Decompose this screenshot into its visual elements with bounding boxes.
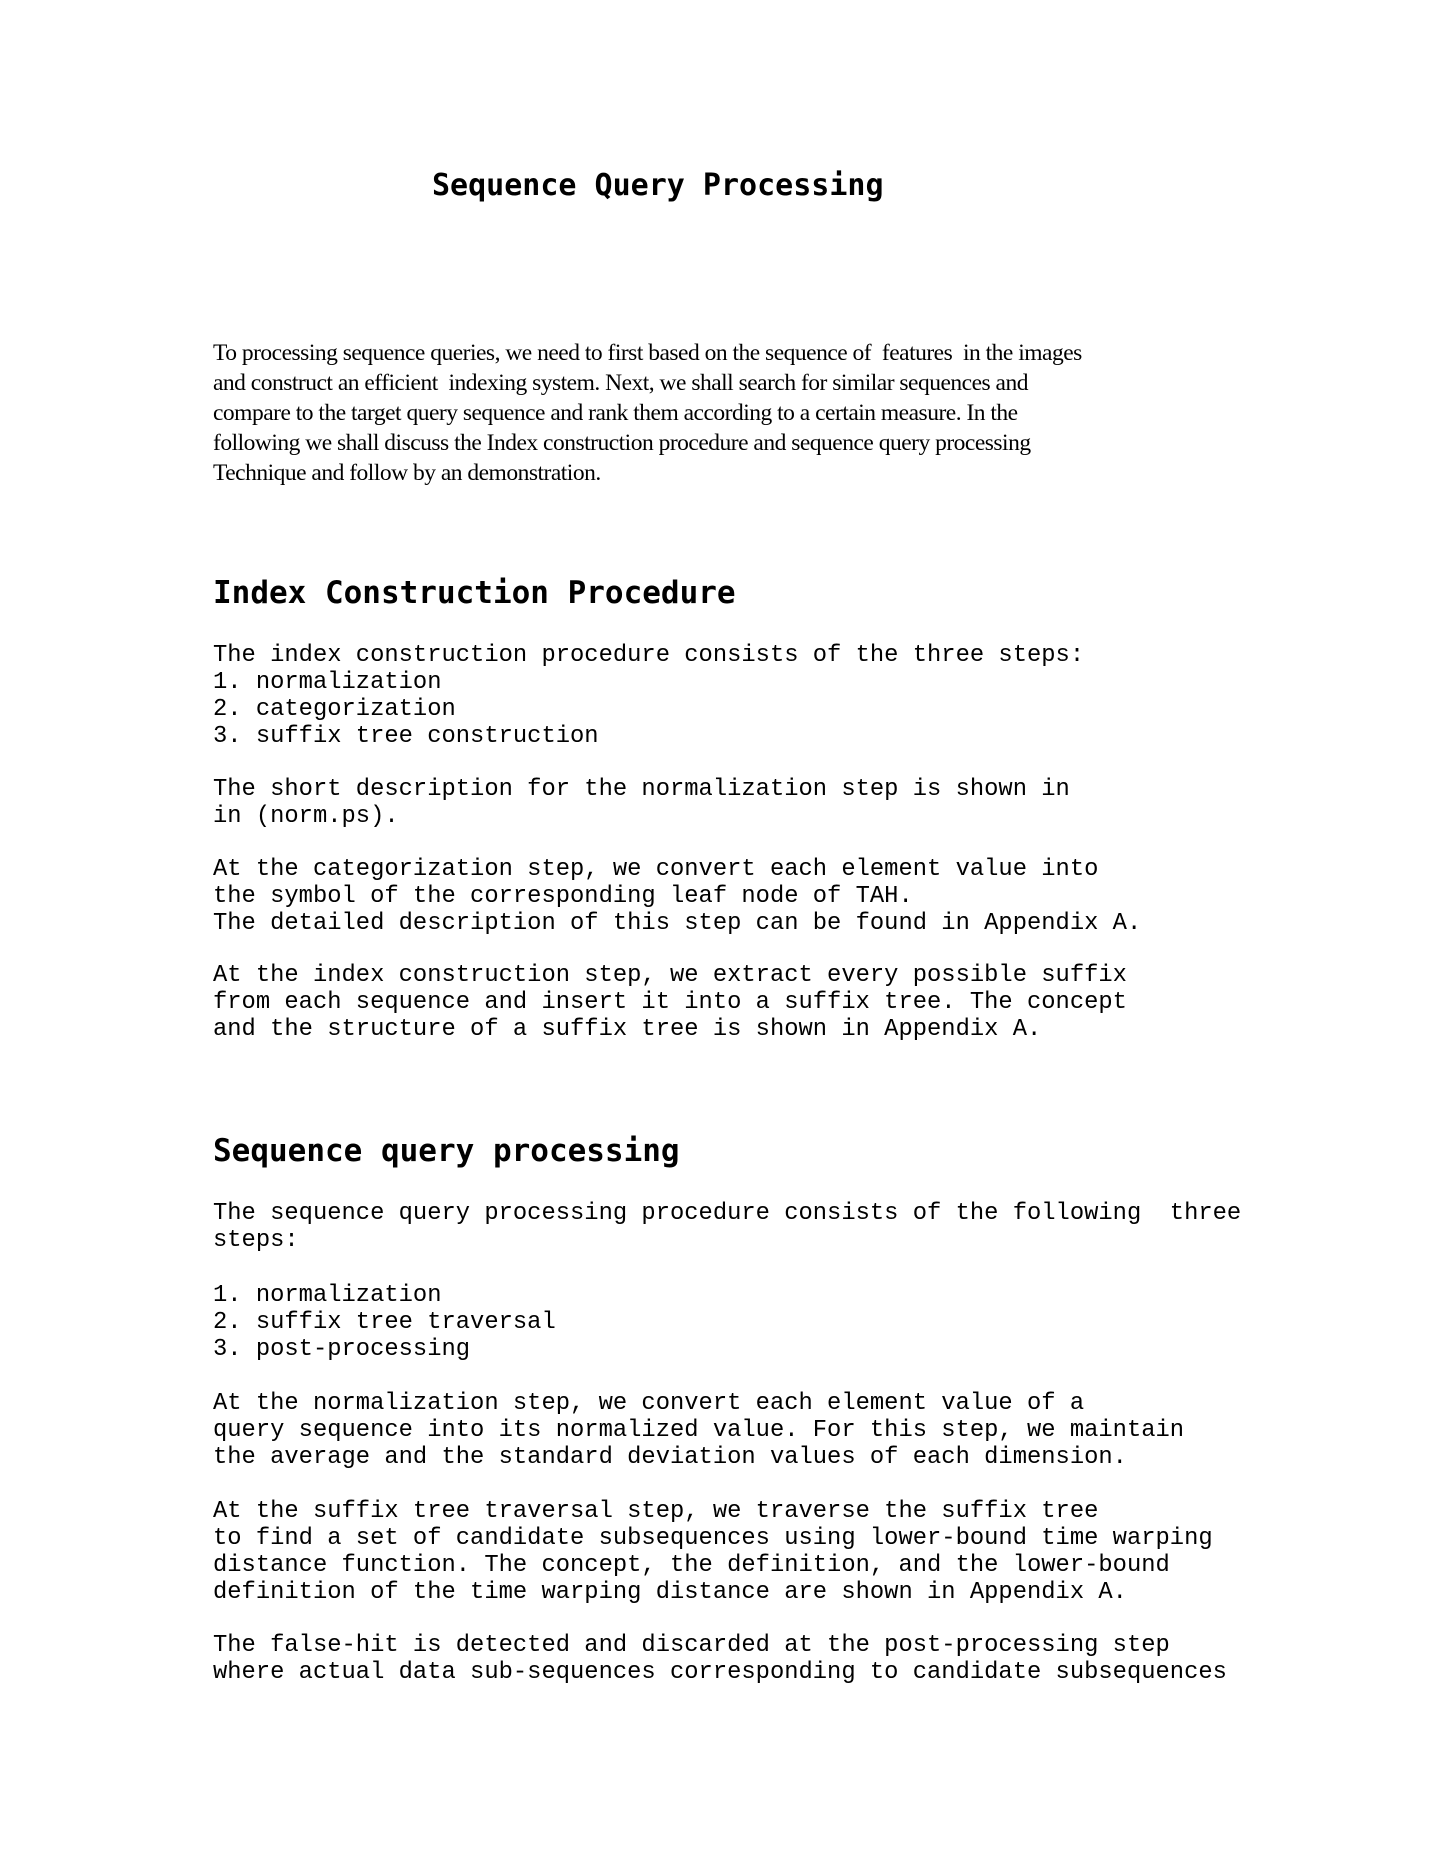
index-step-item: 3. suffix tree construction [213,723,599,750]
paragraph-line: the symbol of the corresponding leaf node of TAH. [213,883,913,910]
paragraph-line: steps: [213,1227,299,1254]
traversal-description [213,1498,1213,1606]
paragraph-line: The short description for the normalization step is shown in [213,776,1070,803]
intro-line: compare to the target query sequence and rank them according to a certain measure. In the [213,400,1018,426]
paragraph-line: the average and the standard deviation values of each dimension. [213,1444,1127,1471]
paragraph-line: where actual data sub-sequences corresponding to candidate subsequences [213,1659,1227,1686]
paragraph-line: At the suffix tree traversal step, we traverse the suffix tree [213,1498,1099,1525]
paragraph-line: At the categorization step, we convert each element value into [213,856,1099,883]
query-steps-intro [213,1200,1241,1254]
intro-line: Technique and follow by an demonstration. [213,460,601,486]
index-construction-heading: Index Construction Procedure [213,575,736,611]
paragraph-line: At the normalization step, we convert each element value of a [213,1390,1085,1417]
paragraph-line: and the structure of a suffix tree is shown in Appendix A. [213,1016,1042,1043]
normalization-description [213,776,1070,830]
categorization-description [213,856,1141,937]
paragraph-line: to find a set of candidate subsequences using lower-bound time warping [213,1525,1213,1552]
paragraph-line: query sequence into its normalized value. For this step, we maintain [213,1417,1185,1444]
sequence-query-heading: Sequence query processing [213,1133,680,1169]
paragraph-line: definition of the time warping distance are shown in Appendix A. [213,1579,1127,1606]
intro-paragraph [213,338,1253,488]
query-step-item: 1. normalization [213,1282,442,1309]
paragraph-line: At the index construction step, we extract every possible suffix [213,962,1127,989]
paragraph-line: The detailed description of this step can be found in Appendix A. [213,910,1142,937]
query-step-item: 2. suffix tree traversal [213,1309,556,1336]
index-steps-block [213,642,1084,750]
query-normalization-description [213,1390,1184,1471]
intro-line: and construct an efficient indexing system. Next, we shall search for similar sequences and [213,370,1028,396]
intro-line: To processing sequence queries, we need to first based on the sequence of features in the images [213,340,1082,366]
paragraph-line: The sequence query processing procedure consists of the following three [213,1200,1242,1227]
index-step-item: 2. categorization [213,696,456,723]
postprocessing-description [213,1632,1227,1686]
paragraph-line: The false-hit is detected and discarded at the post-processing step [213,1632,1170,1659]
index-construction-description [213,962,1127,1043]
index-steps-intro: The index construction procedure consists of the three steps: [213,642,1085,669]
page-title: Sequence Query Processing [432,168,884,203]
query-step-item: 3. post-processing [213,1336,471,1363]
paragraph-line: distance function. The concept, the definition, and the lower-bound [213,1552,1170,1579]
intro-line: following we shall discuss the Index construction procedure and sequence query processing [213,430,1031,456]
index-step-item: 1. normalization [213,669,442,696]
paragraph-line: in (norm.ps). [213,803,399,830]
paragraph-line: from each sequence and insert it into a suffix tree. The concept [213,989,1127,1016]
query-steps-list [213,1282,556,1363]
